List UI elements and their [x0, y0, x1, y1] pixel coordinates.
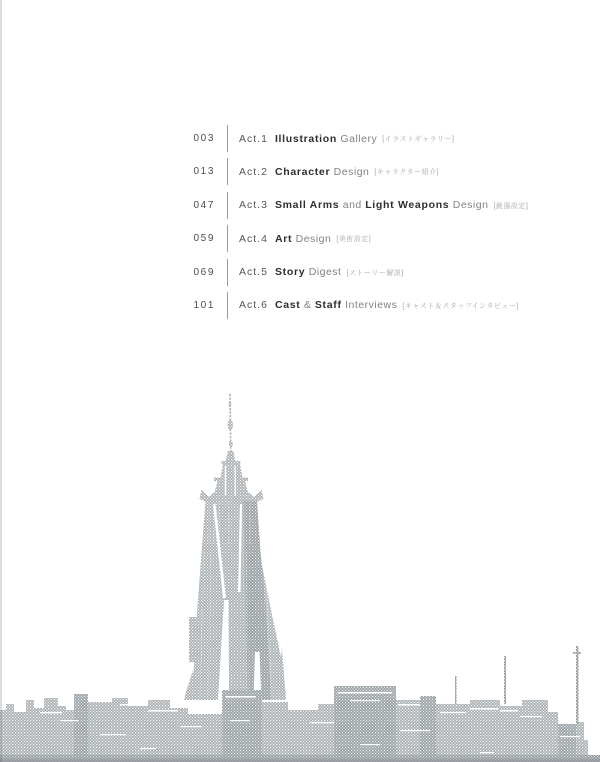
- tower-silhouette: [184, 394, 286, 700]
- toc-title-segment: Digest: [305, 266, 342, 279]
- toc-japanese-note: [ストーリー解説]: [346, 269, 404, 277]
- toc-title: [239, 266, 404, 278]
- toc-title-segment: Small Arms: [274, 199, 340, 212]
- toc-title-segment: Illustration: [274, 132, 338, 145]
- toc-act-label: Act.3: [239, 199, 268, 212]
- toc-page-number: 013: [193, 166, 215, 178]
- toc-japanese-note: [キャスト＆スタッフインタビュー]: [402, 302, 519, 310]
- toc-page-number: 003: [193, 133, 215, 144]
- toc-act-label: Act.6: [239, 299, 268, 312]
- toc-title-segment: Gallery: [337, 132, 378, 145]
- toc-title-segment: Light Weapons: [365, 199, 450, 212]
- toc-title-segment: Design: [292, 232, 332, 245]
- toc-divider-line: [227, 225, 228, 252]
- toc-entry: [0, 195, 600, 216]
- toc-divider-line: [227, 125, 228, 152]
- toc-title-segment: Art: [274, 232, 293, 245]
- toc-japanese-note: [銃器設定]: [493, 202, 529, 210]
- toc-page-number: 069: [193, 266, 215, 278]
- toc-title: [239, 166, 439, 178]
- toc-divider-line: [227, 158, 228, 185]
- toc-entry: [0, 161, 600, 182]
- toc-divider-line: [227, 192, 228, 219]
- toc-entry: [0, 228, 600, 249]
- toc-title-segment: Design: [449, 199, 489, 212]
- toc-japanese-note: [イラストギャラリー]: [382, 136, 455, 143]
- toc-title: [239, 299, 519, 311]
- toc-page-number: 101: [193, 299, 215, 311]
- toc-entry: [0, 295, 600, 316]
- toc-page-number: 047: [193, 199, 215, 211]
- toc-divider-line: [227, 259, 228, 286]
- toc-act-label: Act.5: [239, 266, 268, 279]
- toc-japanese-note: [キャラクター紹介]: [374, 169, 440, 177]
- toc-title-segment: Character: [274, 165, 331, 178]
- toc-page-number: 059: [193, 233, 215, 245]
- toc-title-segment: and: [339, 199, 366, 212]
- toc-act-label: Act.2: [239, 165, 268, 178]
- toc-title-segment: Staff: [314, 299, 342, 312]
- toc-divider-line: [227, 292, 228, 319]
- toc-title-segment: &: [300, 299, 315, 312]
- toc-japanese-note: [美術設定]: [336, 236, 372, 244]
- toc-act-label: Act.1: [239, 132, 268, 145]
- toc-entry: [0, 262, 600, 283]
- toc-act-label: Act.4: [239, 232, 268, 245]
- toc-entry: [0, 128, 600, 149]
- city-skyline: [0, 686, 600, 762]
- page-edge-shadow: [0, 0, 2, 762]
- toc-title-segment: Story: [274, 266, 306, 279]
- toc-title: [239, 199, 528, 211]
- toc-title: [239, 133, 454, 145]
- table-of-contents: [0, 128, 600, 328]
- toc-title: [239, 233, 371, 245]
- tower-cityscape-illustration: [0, 380, 600, 762]
- toc-title-segment: Design: [330, 165, 370, 178]
- toc-title-segment: Cast: [274, 299, 301, 312]
- toc-title-segment: Interviews: [341, 299, 398, 312]
